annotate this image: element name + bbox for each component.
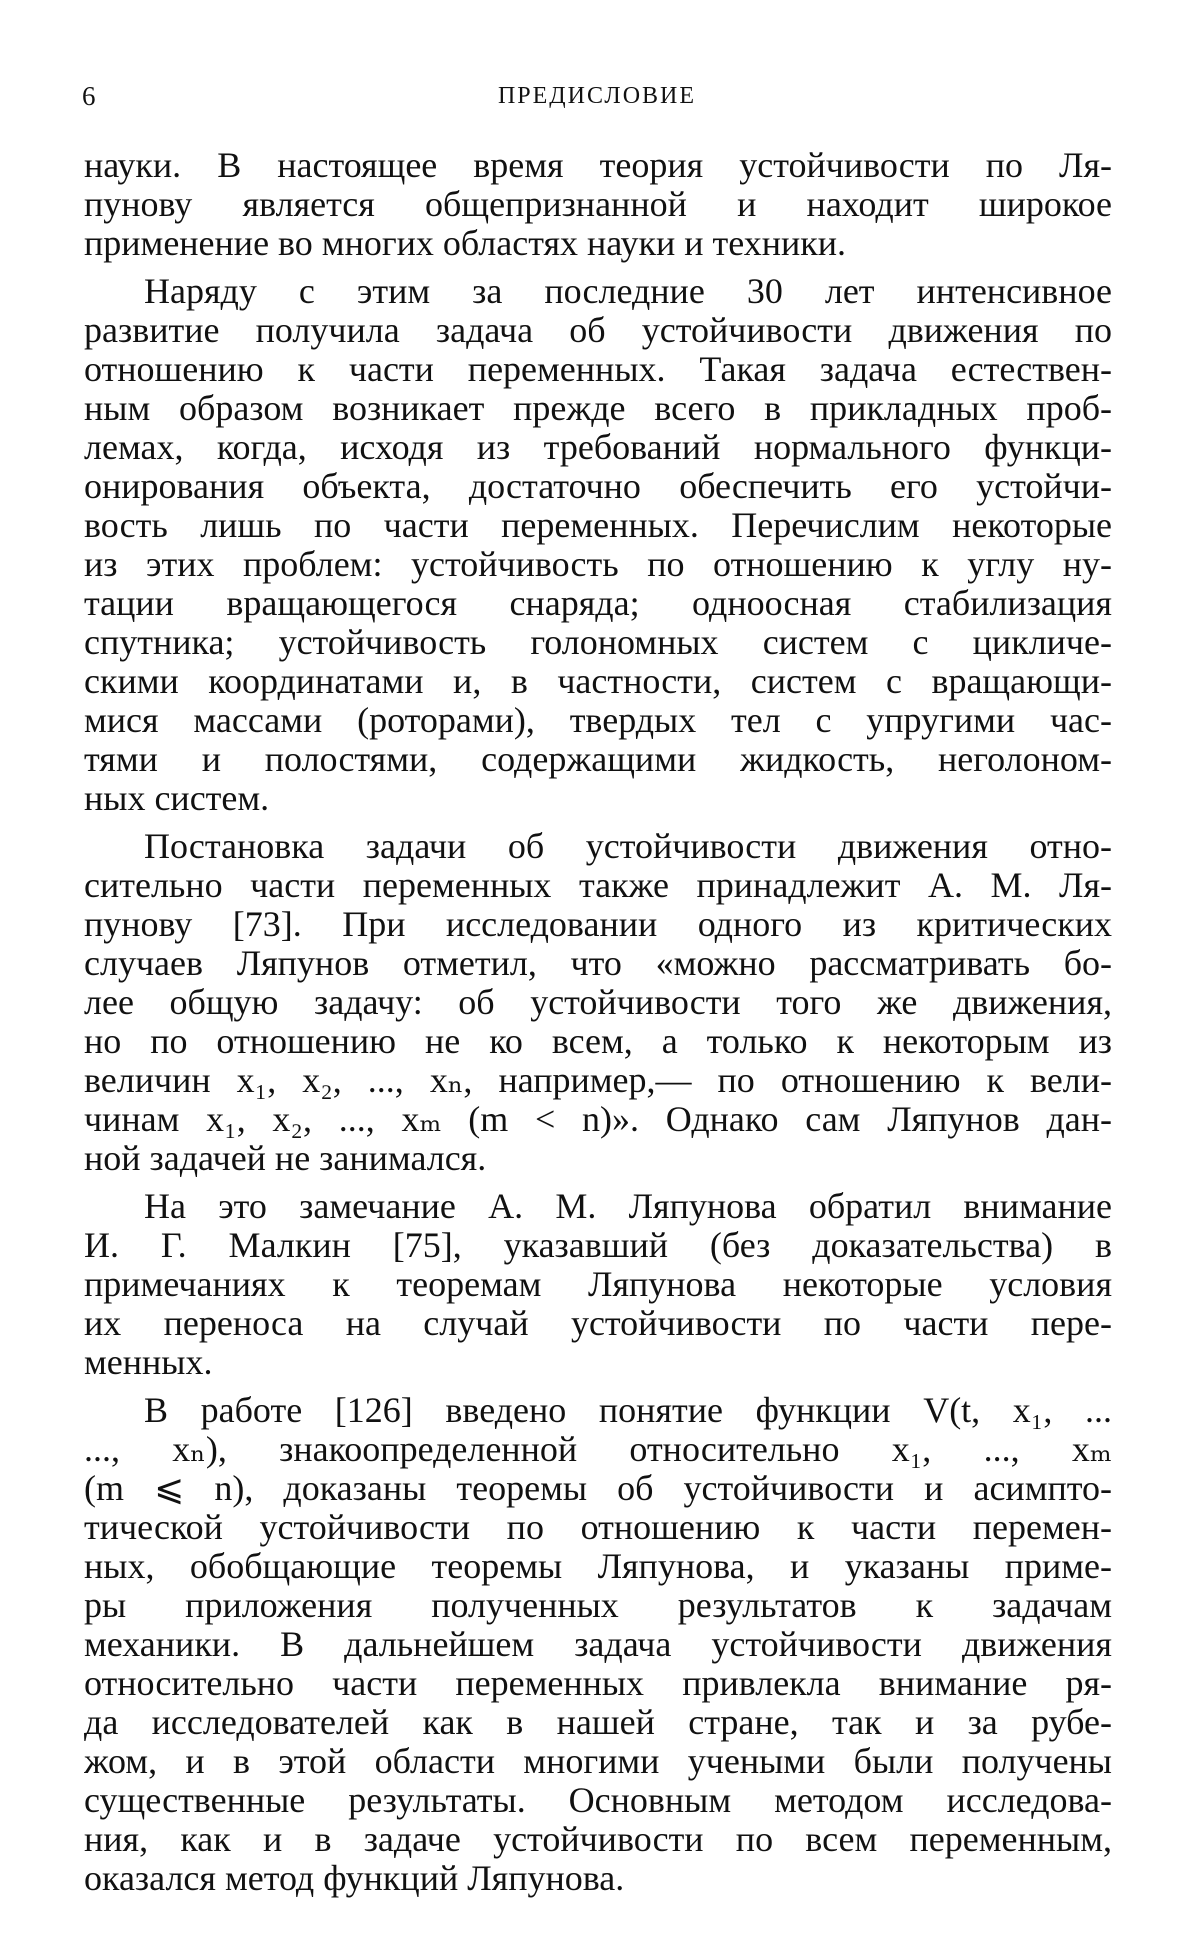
text-line: но по отношению не ко всем, а только к некоторым из xyxy=(84,1022,1112,1061)
text-line: пунову [73]. При исследовании одного из критических xyxy=(84,905,1112,944)
text-line: менных. xyxy=(84,1343,213,1382)
text-line: тации вращающегося снаряда; одноосная стабилизация xyxy=(84,584,1112,623)
text-line: лее общую задачу: об устойчивости того же движения, xyxy=(84,983,1112,1022)
text-line: отношению к части переменных. Такая задача естествен- xyxy=(84,350,1112,389)
text-line: развитие получила задача об устойчивости движения по xyxy=(84,311,1112,350)
text-line: механики. В дальнейшем задача устойчивости движения xyxy=(84,1625,1112,1664)
paragraph-2 xyxy=(84,272,1112,818)
paragraph-1 xyxy=(84,146,1112,263)
text-line: оказался метод функций Ляпунова. xyxy=(84,1859,625,1898)
text-line: И. Г. Малкин [75], указавший (без доказательства) в xyxy=(84,1226,1112,1265)
running-title: ПРЕДИСЛОВИЕ xyxy=(497,83,697,109)
paragraph-5 xyxy=(84,1391,1112,1898)
text-line: науки. В настоящее время теория устойчивости по Ля- xyxy=(84,146,1112,185)
text-line: величин x₁, x₂, ..., xₙ, например,— по отношению к вели- xyxy=(84,1061,1112,1100)
text-line: Постановка задачи об устойчивости движения отно- xyxy=(144,827,1112,866)
text-line: Наряду с этим за последние 30 лет интенсивное xyxy=(144,272,1112,311)
text-line: относительно части переменных привлекла внимание ря- xyxy=(84,1664,1112,1703)
text-line: да исследователей как в нашей стране, так и за рубе- xyxy=(84,1703,1112,1742)
text-line: онирования объекта, достаточно обеспечить его устойчи- xyxy=(84,467,1112,506)
text-line: примечаниях к теоремам Ляпунова некоторые условия xyxy=(84,1265,1112,1304)
text-line: их переноса на случай устойчивости по части пере- xyxy=(84,1304,1112,1343)
text-line: сительно части переменных также принадлежит А. М. Ля- xyxy=(84,866,1112,905)
text-line: ..., xₙ), знакоопределенной относительно x₁, ..., xₘ xyxy=(84,1430,1112,1469)
text-line: ных систем. xyxy=(84,779,270,818)
text-line: ния, как и в задаче устойчивости по всем переменным, xyxy=(84,1820,1112,1859)
paragraph-4 xyxy=(84,1187,1112,1382)
text-line: ной задачей не занимался. xyxy=(84,1139,487,1178)
text-line: (m ⩽ n), доказаны теоремы об устойчивости и асимпто- xyxy=(84,1469,1112,1508)
text-line: существенные результаты. Основным методом исследова- xyxy=(84,1781,1112,1820)
body-text xyxy=(84,146,1112,1907)
text-line: жом, и в этой области многими учеными были получены xyxy=(84,1742,1112,1781)
text-line: из этих проблем: устойчивость по отношению к углу ну- xyxy=(84,545,1112,584)
paragraph-3 xyxy=(84,827,1112,1178)
text-line: В работе [126] введено понятие функции V(t, x₁, ... xyxy=(144,1391,1112,1430)
text-line: ным образом возникает прежде всего в прикладных проб- xyxy=(84,389,1112,428)
text-line: спутника; устойчивость голономных систем с цикличе- xyxy=(84,623,1112,662)
text-line: применение во многих областях науки и техники. xyxy=(84,224,846,263)
text-line: тической устойчивости по отношению к части перемен- xyxy=(84,1508,1112,1547)
text-line: тями и полостями, содержащими жидкость, неголоном- xyxy=(84,740,1112,779)
text-line: скими координатами и, в частности, систем с вращающи- xyxy=(84,662,1112,701)
page-number: 6 xyxy=(82,81,96,111)
text-line: вость лишь по части переменных. Перечислим некоторые xyxy=(84,506,1112,545)
text-line: случаев Ляпунов отметил, что «можно рассматривать бо- xyxy=(84,944,1112,983)
running-head xyxy=(82,76,1112,116)
text-line: пунову является общепризнанной и находит широкое xyxy=(84,185,1112,224)
text-line: На это замечание А. М. Ляпунова обратил внимание xyxy=(144,1187,1112,1226)
text-line: ных, обобщающие теоремы Ляпунова, и указаны приме- xyxy=(84,1547,1112,1586)
text-line: мися массами (роторами), твердых тел с упругими час- xyxy=(84,701,1112,740)
text-line: чинам x₁, x₂, ..., xₘ (m < n)». Однако сам Ляпунов дан- xyxy=(84,1100,1112,1139)
text-line: ры приложения полученных результатов к задачам xyxy=(84,1586,1112,1625)
text-line: лемах, когда, исходя из требований нормального функци- xyxy=(84,428,1112,467)
